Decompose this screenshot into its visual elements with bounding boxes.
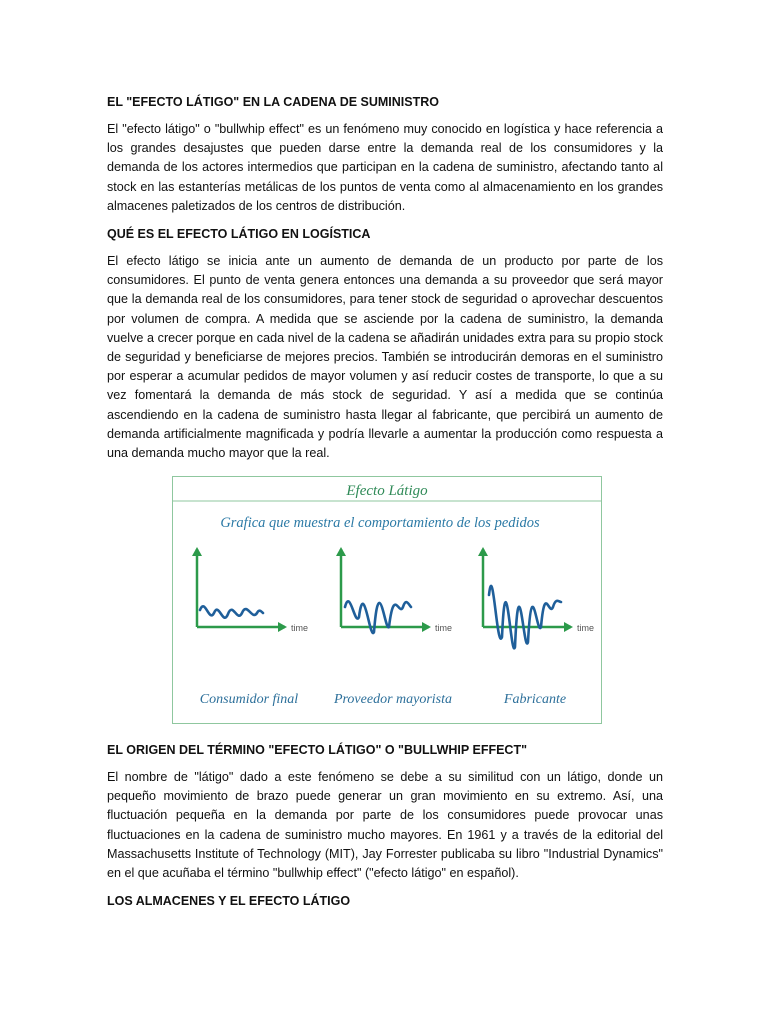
demand-wave bbox=[345, 601, 411, 633]
panel-consumidor-final bbox=[192, 547, 308, 707]
paragraph-intro: El "efecto látigo" o "bullwhip effect" es un fenómeno muy conocido en logística y hace referencia a los grandes desajustes que pueden darse entre la demanda real de los consumidores y la demanda de los actores intermedios que participan en la cadena de suministro, afectando tanto al stock en las estanterías metálicas de los puntos de venta como al almacenamiento en los grandes almacenes paletizados de los centros de distribución. bbox=[107, 122, 663, 213]
y-axis-arrow-icon bbox=[336, 547, 346, 556]
bullwhip-figure-svg bbox=[173, 477, 601, 723]
figure-subtitle: Grafica que muestra el comportamiento de los pedidos bbox=[220, 515, 540, 531]
paragraph-what-is: El efecto látigo se inicia ante un aumento de demanda de un producto por parte de los consumidores. El punto de venta genera entonces una demanda a su proveedor que será mayor que la demanda real de los consumidores, para tener stock de seguridad o aprovechar descuentos por volumen de compra. A medida que se asciende por la cadena de suministro, la demanda vuelve a crecer porque en cada nivel de la cadena se añadirán unidades extra para su propio stock de seguridad y beneficiarse de mejores precios. También se introducirán demoras en el suministro por esperar a acumular pedidos de mayor volumen y así reducir costes de transporte, lo que a su vez fomentará la demanda de más stock de seguridad. Y así a medida que se continúa ascendiendo en la cadena de suministro hasta llegar al fabricante, que percibirá un aumento de demanda artificialmente magnificada y podría llevarle a aumentar la producción como respuesta a una demanda mucho mayor que la real. bbox=[107, 254, 663, 461]
figure-title: Efecto Látigo bbox=[346, 483, 428, 499]
x-axis-arrow-icon bbox=[422, 622, 431, 632]
panel-label: Fabricante bbox=[503, 692, 567, 707]
section-2-body bbox=[107, 252, 663, 463]
demand-wave bbox=[489, 586, 561, 648]
demand-wave bbox=[200, 606, 263, 617]
y-axis-arrow-icon bbox=[192, 547, 202, 556]
panel-label: Consumidor final bbox=[199, 692, 299, 707]
section-heading-warehouses: LOS ALMACENES Y EL EFECTO LÁTIGO bbox=[107, 894, 351, 908]
section-heading-what-is: QUÉ ES EL EFECTO LÁTIGO EN LOGÍSTICA bbox=[107, 227, 371, 241]
time-axis-label: time bbox=[291, 623, 309, 633]
x-axis-arrow-icon bbox=[278, 622, 287, 632]
x-axis-arrow-icon bbox=[564, 622, 573, 632]
paragraph-origin: El nombre de "látigo" dado a este fenómeno se debe a su similitud con un látigo, donde un pequeño movimiento de brazo puede generar un gran movimiento en su extremo. Así, una fluctuación pequeña en la demanda por parte de los consumidores puede provocar unas fluctuaciones en la cadena de suministro mucho mayores. En 1961 y a través de la editorial del Massachusetts Institute of Technology (MIT), Jay Forrester publicaba su libro "Industrial Dynamics" en el que acuñaba el término "bullwhip effect" ("efecto látigo" en español). bbox=[107, 770, 663, 881]
section-1 bbox=[107, 94, 663, 110]
section-heading-origin: EL ORIGEN DEL TÉRMINO "EFECTO LÁTIGO" O "BULLWHIP EFFECT" bbox=[107, 743, 528, 757]
panel-proveedor-mayorista bbox=[333, 547, 452, 707]
section-3-body bbox=[107, 768, 663, 883]
time-axis-label: time bbox=[577, 623, 595, 633]
section-4 bbox=[107, 893, 663, 909]
section-1-body bbox=[107, 120, 663, 216]
time-axis-label: time bbox=[435, 623, 453, 633]
panel-label: Proveedor mayorista bbox=[333, 692, 453, 707]
y-axis-arrow-icon bbox=[478, 547, 488, 556]
section-2 bbox=[107, 226, 663, 242]
panel-fabricante bbox=[478, 547, 594, 707]
section-heading-bullwhip-supply-chain: EL "EFECTO LÁTIGO" EN LA CADENA DE SUMINISTRO bbox=[107, 95, 440, 109]
section-3 bbox=[107, 742, 663, 758]
bullwhip-figure bbox=[172, 476, 602, 724]
